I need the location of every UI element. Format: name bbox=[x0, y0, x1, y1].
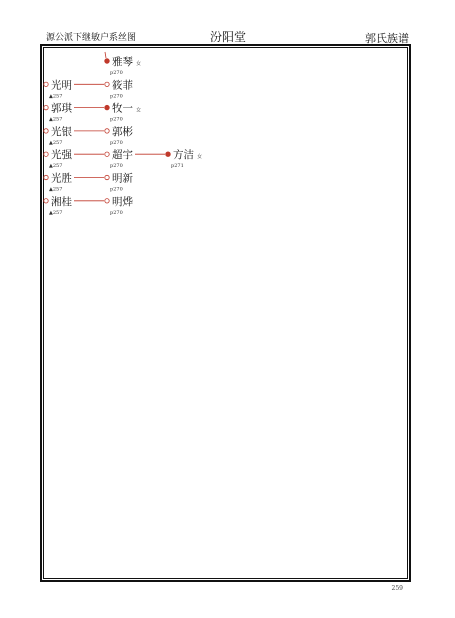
gender-tag: 女 bbox=[197, 154, 203, 161]
filled-marker-icon bbox=[105, 59, 110, 64]
person-node-fangjie bbox=[166, 148, 202, 169]
person-name: 光银 bbox=[51, 125, 72, 138]
person-name: 超宇 bbox=[112, 149, 133, 162]
page-number: 259 bbox=[391, 585, 403, 592]
person-node-mingxin bbox=[105, 173, 134, 193]
page-reference: ▲257 bbox=[49, 93, 63, 100]
person-node-guangqiang bbox=[44, 148, 73, 169]
page-reference: ▲257 bbox=[49, 163, 63, 170]
person-node-xiaofei bbox=[105, 78, 134, 99]
filled-marker-icon bbox=[166, 152, 171, 157]
hollow-marker-icon bbox=[105, 175, 109, 179]
hollow-marker-icon bbox=[44, 105, 48, 109]
hollow-marker-icon bbox=[44, 175, 48, 179]
person-node-guangyin bbox=[44, 125, 73, 146]
person-node-guangming bbox=[44, 78, 72, 99]
header-left-title: 源公派下继敏户系丝图 bbox=[46, 33, 137, 43]
page-reference: p270 bbox=[110, 70, 123, 76]
gender-tag: 女 bbox=[136, 61, 142, 67]
page-reference: p270 bbox=[110, 209, 123, 216]
person-name: 郭彬 bbox=[112, 125, 133, 138]
person-node-chaoyu bbox=[105, 148, 134, 169]
person-name: 明烨 bbox=[112, 195, 133, 208]
person-node-mingye bbox=[105, 195, 134, 216]
page-reference: ▲257 bbox=[49, 209, 63, 216]
person-node-guoqi bbox=[44, 102, 73, 123]
person-node-yaqin bbox=[105, 55, 141, 76]
gender-tag: 女 bbox=[136, 107, 142, 114]
person-name: 光胜 bbox=[51, 172, 72, 185]
person-name: 牧一 bbox=[112, 102, 133, 115]
filled-marker-icon bbox=[105, 105, 110, 110]
page-reference: ▲257 bbox=[49, 139, 63, 146]
page-reference: ▲257 bbox=[49, 186, 63, 193]
person-name: 方洁 bbox=[173, 149, 194, 162]
page-reference: p270 bbox=[110, 93, 123, 100]
hollow-marker-icon bbox=[44, 152, 48, 156]
hollow-marker-icon bbox=[105, 82, 109, 86]
hollow-marker-icon bbox=[44, 82, 48, 86]
hollow-marker-icon bbox=[44, 199, 48, 203]
hollow-marker-icon bbox=[105, 129, 109, 133]
person-name: 郭琪 bbox=[51, 102, 72, 115]
page-reference: p270 bbox=[110, 163, 123, 170]
person-node-xianggui bbox=[44, 195, 73, 216]
person-name: 光强 bbox=[51, 149, 72, 162]
person-node-guangsheng bbox=[44, 172, 73, 193]
person-name: 光明 bbox=[51, 79, 72, 92]
header-center-title: 汾阳堂 bbox=[210, 30, 247, 44]
hollow-marker-icon bbox=[105, 199, 109, 203]
page-reference: p271 bbox=[171, 163, 184, 170]
page-reference: p270 bbox=[110, 186, 123, 193]
page-reference: ▲257 bbox=[49, 116, 63, 123]
page-reference: p270 bbox=[110, 116, 123, 123]
page-reference: p270 bbox=[110, 139, 123, 146]
person-node-muyi bbox=[105, 102, 141, 123]
person-name: 明新 bbox=[112, 172, 133, 185]
person-node-guobin bbox=[105, 125, 134, 146]
person-name: 筱菲 bbox=[112, 79, 133, 92]
header-right-title: 郭氏族谱 bbox=[365, 32, 409, 45]
top-tick bbox=[105, 52, 106, 58]
person-name: 雅琴 bbox=[112, 56, 133, 68]
person-name: 湘桂 bbox=[51, 195, 72, 208]
hollow-marker-icon bbox=[44, 129, 48, 133]
hollow-marker-icon bbox=[105, 152, 109, 156]
